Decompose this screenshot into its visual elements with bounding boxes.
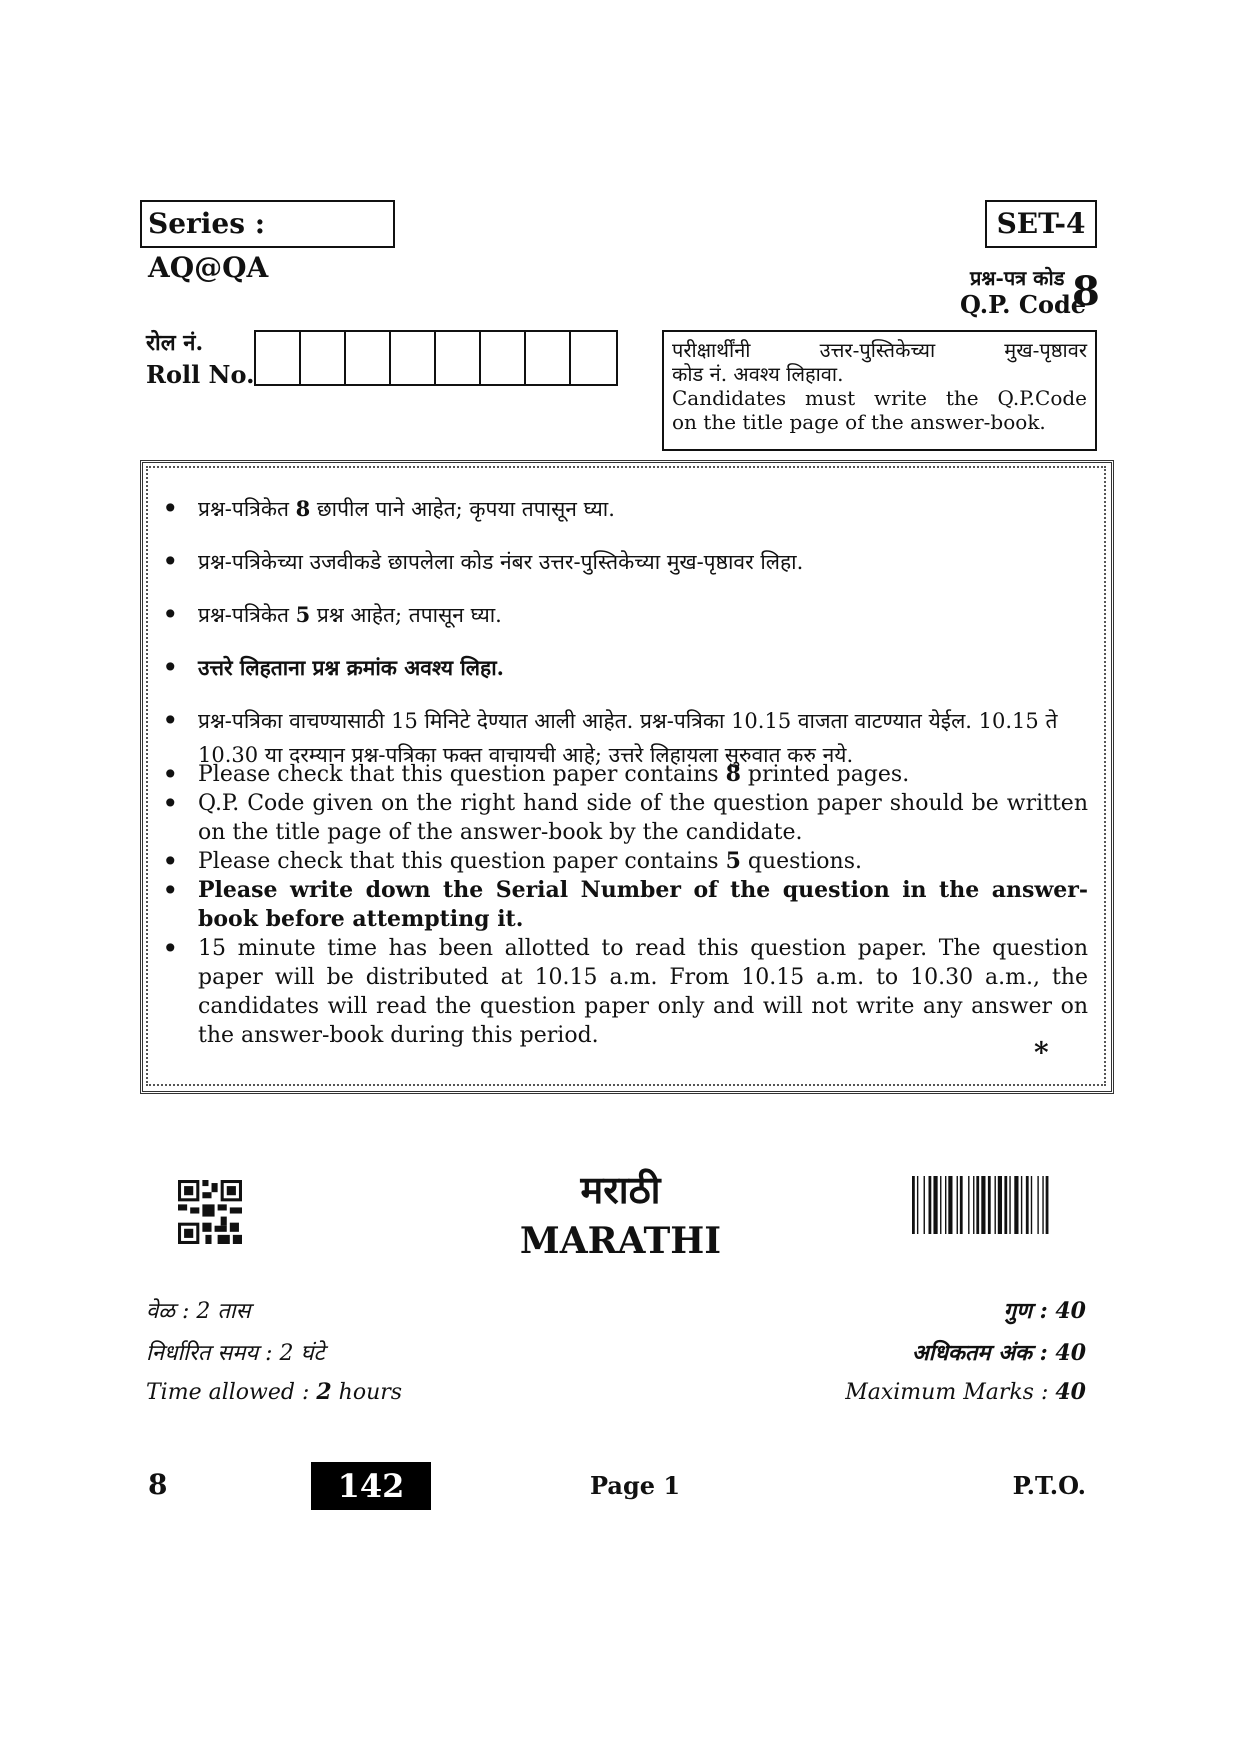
footer-code: 8 (148, 1468, 168, 1501)
instruction-item: • उत्तरे लिहताना प्रश्न क्रमांक अवश्य लिहा. (158, 651, 1088, 685)
instruction-item: • Please check that this question paper contains 8 printed pages. (158, 760, 1088, 789)
maximum-marks: Maximum Marks : 40 (845, 1379, 1086, 1405)
subject-title: MARATHI (519, 1220, 722, 1262)
candidate-note-box (662, 330, 1097, 451)
instruction-item: • 15 minute time has been allotted to read this question paper. The question paper will be distributed at 10.15 a.m. From 10.15 a.m. to 10.30 a.m., the candidates will read the question paper only and will not write any answer on the answer-book during this period. (158, 934, 1088, 1050)
roll-label: Roll No. (146, 360, 255, 389)
instruction-item: • Q.P. Code given on the right hand side of the question paper should be written on the title page of the answer-book by the candidate. (158, 789, 1088, 847)
roll-number-cell[interactable] (256, 332, 301, 384)
roll-number-cell[interactable] (346, 332, 391, 384)
roll-label-hindi: रोल नं. (146, 330, 204, 356)
instruction-item: • प्रश्न-पत्रिकेत 8 छापील पाने आहेत; कृपया तपासून घ्या. (158, 492, 1088, 526)
instruction-item: • Please write down the Serial Number of the question in the answer-book before attempting it. (158, 876, 1088, 934)
candidate-note-hindi-1: परीक्षार्थींनी उत्तर-पुस्तिकेच्या मुख-पृष्ठावर (672, 338, 1087, 362)
roll-number-cell[interactable] (481, 332, 526, 384)
candidate-note-english-2: on the title page of the answer-book. (672, 410, 1046, 434)
qp-code-value: 8 (1072, 268, 1100, 315)
instruction-item: • प्रश्न-पत्रिकेच्या उजवीकडे छापलेला कोड नंबर उत्तर-पुस्तिकेच्या मुख-पृष्ठावर लिहा. (158, 545, 1088, 579)
instruction-item: • Please check that this question paper contains 5 questions. (158, 847, 1088, 876)
set-label: SET-4 (985, 200, 1097, 248)
qp-code-label: Q.P. Code (960, 290, 1087, 319)
star-mark: * (1034, 1036, 1049, 1069)
time-hindi: निर्धारित समय : 2 घंटे (146, 1341, 325, 1366)
instruction-item: • प्रश्न-पत्रिका वाचण्यासाठी 15 मिनिटे देण्यात आली आहेत. प्रश्न-पत्रिका 10.15 वाजता वाटण्यात येईल. 10.15 ते 10.30 या दरम्यान प्रश्न-पत्रिका फक्त वाचायची आहे; उत्तरे लिहायला सुरुवात करु नये. (158, 704, 1088, 772)
time-marathi: वेळ : 2 तास (146, 1299, 251, 1324)
roll-number-cell[interactable] (391, 332, 436, 384)
series-label: Series : AQ@QA (140, 200, 395, 248)
roll-number-cell[interactable] (526, 332, 571, 384)
roll-number-cell[interactable] (301, 332, 346, 384)
hindi-instructions-list (158, 492, 1088, 791)
roll-number-grid[interactable] (254, 330, 618, 386)
footer-paper-number: 142 (311, 1462, 431, 1510)
time-allowed: Time allowed : 2 hours (146, 1379, 403, 1405)
candidate-note-english-1: Candidates must write the Q.P.Code (672, 386, 1087, 410)
candidate-note-hindi-2: कोड नं. अवश्य लिहावा. (672, 362, 844, 386)
qp-code-label-hindi: प्रश्न-पत्र कोड (970, 266, 1065, 290)
roll-number-cell[interactable] (436, 332, 481, 384)
page-number: Page 1 (590, 1471, 681, 1500)
roll-number-cell[interactable] (571, 332, 616, 384)
pto-label: P.T.O. (1012, 1471, 1086, 1500)
subject-title-marathi: मराठी (580, 1167, 661, 1212)
english-instructions-list (158, 760, 1088, 1050)
instruction-item: • प्रश्न-पत्रिकेत 5 प्रश्न आहेत; तपासून घ्या. (158, 598, 1088, 632)
marks-hindi: अधिकतम अंक : 40 (911, 1340, 1086, 1366)
marks-marathi: गुण : 40 (1003, 1298, 1086, 1324)
